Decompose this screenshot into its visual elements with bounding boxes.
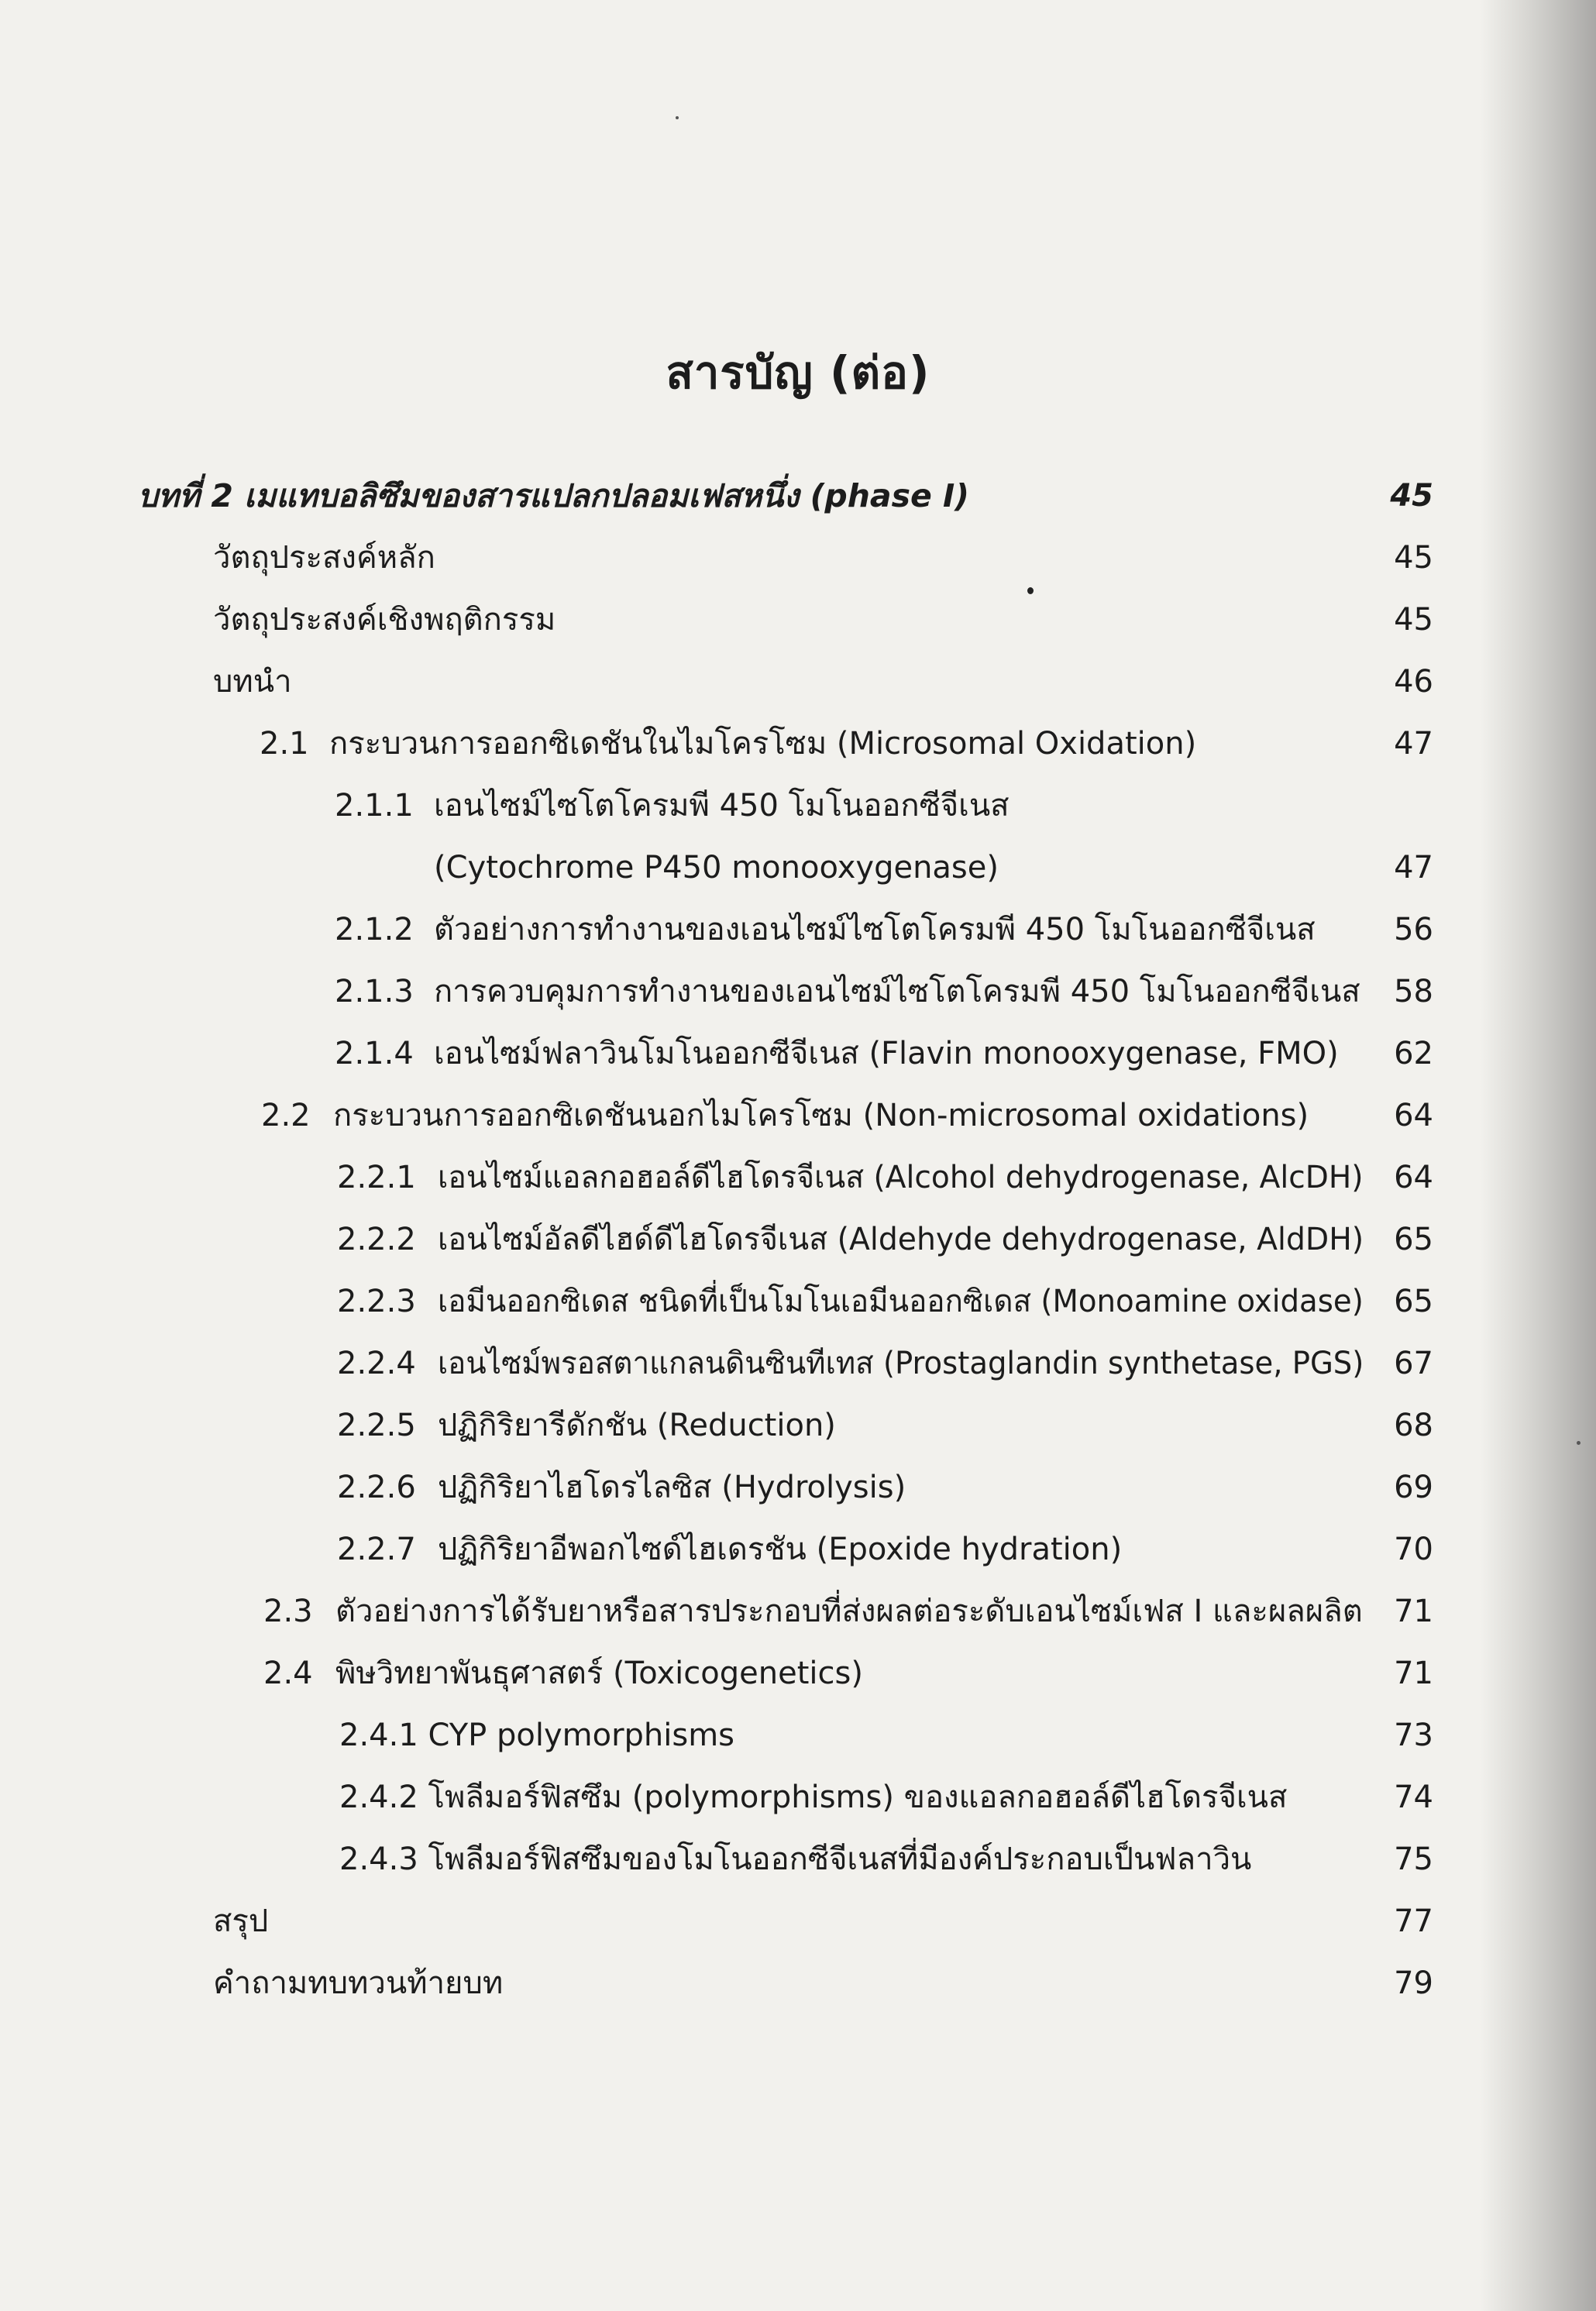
toc-page: 45	[1394, 540, 1433, 576]
toc-page: 46	[1394, 664, 1433, 700]
toc-text: 2.4.3 โพลีมอร์ฟิสซึมของโมโนออกซีจีเนสที่มีองค์ประกอบเป็นฟลาวิน	[339, 1842, 1252, 1877]
toc-entry	[0, 1085, 1596, 1147]
toc-number: 2.1.3	[335, 974, 414, 1009]
toc-page: 64	[1394, 1160, 1433, 1195]
toc-text: สรุป	[213, 1903, 269, 1939]
toc-text: วัตถุประสงค์หลัก	[213, 540, 435, 576]
toc-page: 58	[1394, 974, 1433, 1009]
toc-number: 2.2.1	[337, 1160, 416, 1195]
toc-text: (Cytochrome P450 monooxygenase)	[434, 850, 999, 886]
toc-text: บทนำ	[213, 664, 292, 700]
toc-text: ปฏิกิริยาไฮโดรไลซิส (Hydrolysis)	[438, 1470, 906, 1505]
toc-number: 2.2.4	[337, 1346, 416, 1381]
toc-text: เอนไซม์ฟลาวินโมโนออกซีจีเนส (Flavin monooxygenase, FMO)	[434, 1036, 1339, 1071]
toc-entry	[0, 899, 1596, 961]
toc-number: 2.2.3	[337, 1284, 416, 1319]
toc-number: 2.4	[263, 1656, 313, 1691]
toc-text: ปฏิกิริยาอีพอกไซด์ไฮเดรชัน (Epoxide hydration)	[438, 1532, 1123, 1567]
toc-page: 73	[1394, 1718, 1433, 1753]
toc-page: 64	[1394, 1098, 1433, 1133]
toc-number: 2.1	[260, 726, 309, 762]
toc-entry	[0, 1518, 1596, 1580]
toc-number: 2.2.7	[337, 1532, 416, 1567]
toc-page: 65	[1394, 1284, 1433, 1319]
toc-page: 47	[1394, 726, 1433, 762]
toc-number: 2.1.2	[335, 912, 414, 947]
toc-number: 2.2	[261, 1098, 311, 1133]
toc-entry	[0, 1271, 1596, 1333]
toc-text: 2.4.2 โพลีมอร์ฟิสซึม (polymorphisms) ของแอลกอฮอล์ดีไฮโดรจีเนส	[339, 1780, 1288, 1815]
toc-text: กระบวนการออกซิเดชันในไมโครโซม (Microsomal Oxidation)	[329, 726, 1197, 762]
toc-text: พิษวิทยาพันธุศาสตร์ (Toxicogenetics)	[335, 1656, 863, 1691]
toc-chapter-heading	[0, 465, 1596, 527]
toc-entry	[0, 961, 1596, 1023]
toc-page: 71	[1394, 1656, 1433, 1691]
toc-number: 2.2.2	[337, 1222, 416, 1257]
toc-entry	[0, 1828, 1596, 1890]
toc-text: เอนไซม์อัลดีไฮด์ดีไฮโดรจีเนส (Aldehyde dehydrogenase, AldDH)	[438, 1222, 1364, 1257]
toc-entry	[0, 651, 1596, 713]
toc-entry	[0, 527, 1596, 589]
toc-number: 2.1.1	[335, 788, 414, 824]
page-title: สารบัญ (ต่อ)	[666, 346, 930, 399]
toc-entry	[0, 775, 1596, 837]
toc-page: 79	[1394, 1965, 1433, 2001]
toc-page: 47	[1394, 850, 1433, 886]
toc-page: 45	[1394, 602, 1433, 638]
toc-page: 68	[1394, 1408, 1433, 1443]
toc-page: 77	[1394, 1903, 1433, 1939]
toc-number: 2.2.6	[337, 1470, 416, 1505]
toc-text: เอมีนออกซิเดส ชนิดที่เป็นโมโนเอมีนออกซิเดส (Monoamine oxidase)	[438, 1284, 1364, 1319]
toc-entry	[0, 1890, 1596, 1952]
toc-entry	[0, 1642, 1596, 1704]
toc-number: 2.1.4	[335, 1036, 414, 1071]
toc-page: 69	[1394, 1470, 1433, 1505]
toc-text: เอนไซม์พรอสตาแกลนดินซินทีเทส (Prostaglandin synthetase, PGS)	[438, 1346, 1364, 1381]
toc-page: 70	[1394, 1532, 1433, 1567]
toc-page: 56	[1394, 912, 1433, 947]
toc-page: 74	[1394, 1780, 1433, 1815]
toc-entry	[0, 1395, 1596, 1456]
toc-text: เอนไซม์แอลกอฮอล์ดีไฮโดรจีเนส (Alcohol dehydrogenase, AlcDH)	[438, 1160, 1364, 1195]
toc-entry	[0, 589, 1596, 651]
toc-text: กระบวนการออกซิเดชันนอกไมโครโซม (Non-microsomal oxidations)	[333, 1098, 1309, 1133]
toc-text: วัตถุประสงค์เชิงพฤติกรรม	[213, 602, 556, 638]
toc-text: คำถามทบทวนท้ายบท	[213, 1965, 504, 2001]
toc-page: 62	[1394, 1036, 1433, 1071]
toc-text: ตัวอย่างการทำงานของเอนไซม์ไซโตโครมพี 450 โมโนออกซีจีเนส	[434, 912, 1316, 947]
toc-number: 2.3	[263, 1594, 313, 1629]
toc-entry	[0, 1704, 1596, 1766]
toc-text: บทที่ 2 เมแทบอลิซึมของสารแปลกปลอมเฟสหนึ่ง (phase I)	[138, 477, 970, 514]
toc-entry	[0, 1766, 1596, 1828]
toc-text: ตัวอย่างการได้รับยาหรือสารประกอบที่ส่งผลต่อระดับเอนไซม์เฟส I และผลผลิต	[335, 1594, 1363, 1629]
toc-text: ปฏิกิริยารีดักชัน (Reduction)	[438, 1408, 836, 1443]
toc-entry	[0, 1023, 1596, 1085]
toc-entry	[0, 1209, 1596, 1271]
toc-entry	[0, 1456, 1596, 1518]
toc-entry	[0, 1580, 1596, 1642]
toc-page: 45	[1390, 478, 1433, 514]
toc-number: 2.2.5	[337, 1408, 416, 1443]
toc-text: 2.4.1 CYP polymorphisms	[339, 1718, 735, 1753]
toc-entry	[0, 1952, 1596, 2014]
toc-text: เอนไซม์ไซโตโครมพี 450 โมโนออกซีจีเนส	[434, 788, 1010, 824]
toc-entry	[0, 1147, 1596, 1209]
toc-text: การควบคุมการทำงานของเอนไซม์ไซโตโครมพี 450 โมโนออกซีจีเนส	[434, 974, 1360, 1009]
toc-entry	[0, 1333, 1596, 1395]
toc-page: 67	[1394, 1346, 1433, 1381]
toc-entry	[0, 713, 1596, 775]
toc-entry	[0, 837, 1596, 899]
toc-page: 71	[1394, 1594, 1433, 1629]
toc-page: 75	[1394, 1842, 1433, 1877]
toc-page: 65	[1394, 1222, 1433, 1257]
